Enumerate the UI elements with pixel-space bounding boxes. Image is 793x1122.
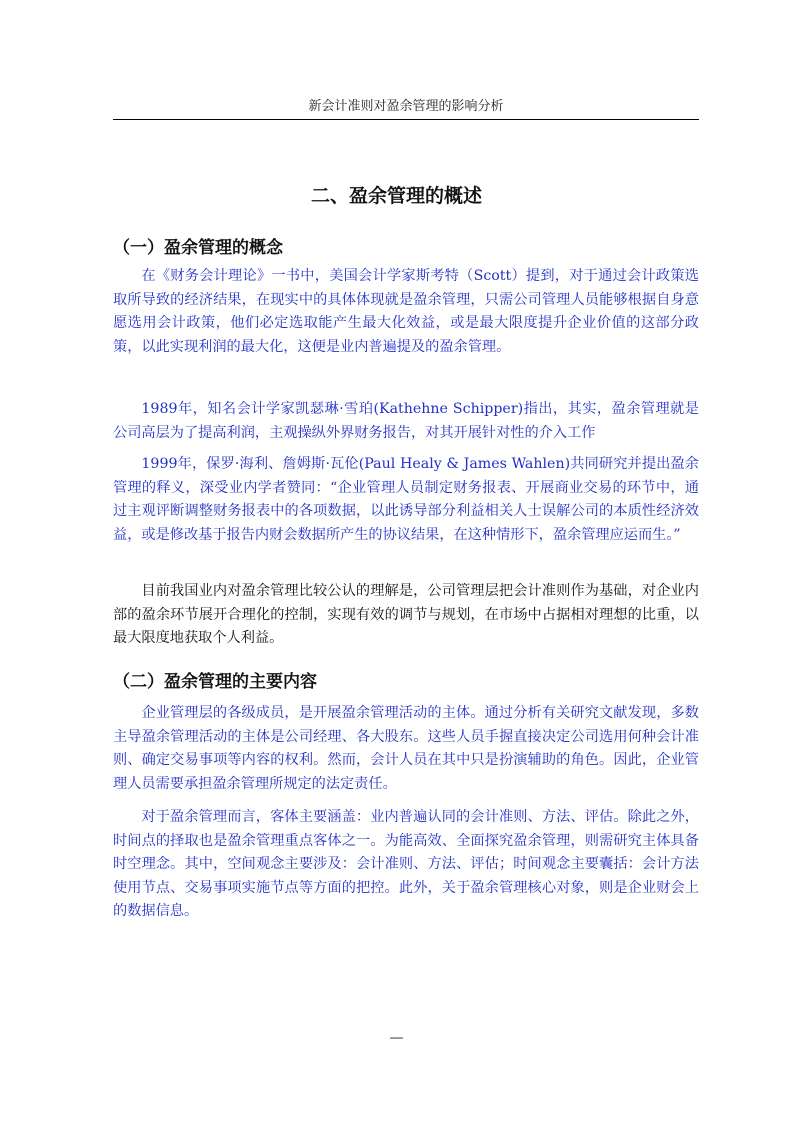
paragraph-scott-definition: 在《财务会计理论》一书中，美国会计学家斯考特（Scott）提到，对于通过会计政策选取所导致的经济结果，在现实中的具体体现就是盈余管理，只需公司管理人员能够根据自身意愿选用会计政策，他们必定选取能产生最大化效益，或是最大限度提升企业价值的这部分政策，以此实现利润的最大化，这便是业内普遍提及的盈余管理。 — [113, 268, 699, 355]
paragraph-healy-wahlen-definition: 1999年，保罗·海利、詹姆斯·瓦伦(Paul Healy & James Wahlen)共同研究并提出盈余管理的释义，深受业内学者赞同：“企业管理人员制定财务报表、开展商业交易的环节中，通过主观评断调整财务报表中的各项数据，以此诱导部分利益相关人士误解公司的本质性经济效益，或是修改基于报告内财会数据所产生的协议结果，在这种情形下，盈余管理应运而生。” — [113, 456, 699, 543]
page-number: — — [389, 1030, 404, 1046]
paragraph-subject: 企业管理层的各级成员，是开展盈余管理活动的主体。通过分析有关研究文献发现，多数主导盈余管理活动的主体是公司经理、各大股东。这些人员手握直接决定公司选用何种会计准则、确定交易事项等内容的权利。然而，会计人员在其中只是扮演辅助的角色。因此，企业管理人员需要承担盈余管理所规定的法定责任。 — [113, 705, 699, 792]
paragraph-domestic-understanding: 目前我国业内对盈余管理比较公认的理解是，公司管理层把会计准则作为基础，对企业内部的盈余环节展开合理化的控制，实现有效的调节与规划，在市场中占据相对理想的比重，以最大限度地获取个人利益。 — [113, 583, 699, 646]
chapter-title: 二、盈余管理的概述 — [310, 185, 482, 207]
paragraph-schipper-definition: 1989年，知名会计学家凯瑟琳·雪珀(Kathehne Schipper)指出，其实，盈余管理就是公司高层为了提高利润，主观操纵外界财务报告，对其开展针对性的介入工作 — [113, 401, 699, 441]
running-header: 新会计准则对盈余管理的影响分析 — [113, 95, 699, 120]
paragraph-object: 对于盈余管理而言，客体主要涵盖：业内普遍认同的会计准则、方法、评估。除此之外，时间点的择取也是盈余管理重点客体之一。为能高效、全面探究盈余管理，则需研究主体具备时空理念。其中，空间观念主要涉及：会计准则、方法、评估；时间观念主要囊括：会计方法使用节点、交易事项实施节点等方面的把控。此外，关于盈余管理核心对象，则是企业财会上的数据信息。 — [113, 809, 699, 919]
section-title-main-content: （二）盈余管理的主要内容 — [113, 672, 317, 692]
section-title-concept: （一）盈余管理的概念 — [113, 238, 283, 258]
